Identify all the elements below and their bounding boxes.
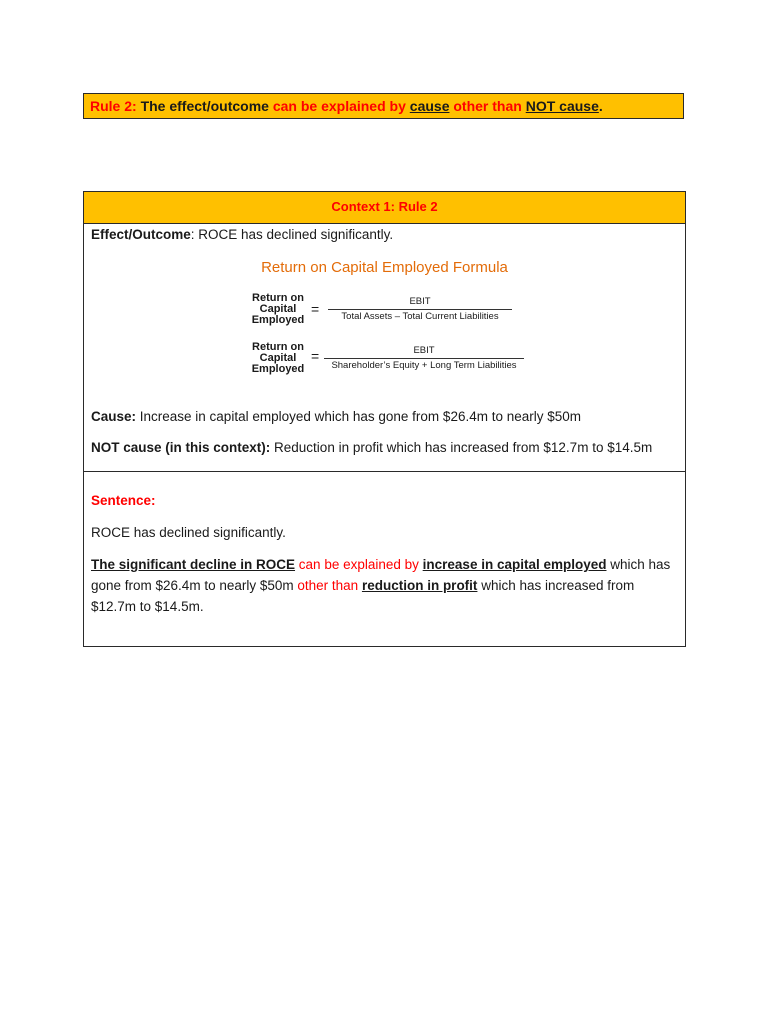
rule-text-2: can be explained by bbox=[272, 98, 406, 114]
formula-1-lhs-line-3: Employed bbox=[251, 314, 305, 326]
formula-2-fraction bbox=[324, 345, 524, 372]
roce-formula-image bbox=[84, 257, 685, 387]
formula-1-lhs-line-2: Capital bbox=[259, 303, 297, 315]
effect-label: Effect/Outcome bbox=[91, 227, 191, 242]
sentence-can-be-explained-by: can be explained by bbox=[298, 557, 419, 572]
rule-not-cause: NOT cause bbox=[525, 98, 599, 114]
cause-line bbox=[91, 409, 581, 424]
rule-period: . bbox=[598, 98, 603, 114]
sentence-reduction-profit: reduction in profit bbox=[361, 578, 478, 593]
not-cause-text: Reduction in profit which has increased from $12.7m to $14.5m bbox=[270, 440, 653, 455]
rule-text-1: The effect/outcome bbox=[136, 98, 273, 114]
formula-2-lhs-line-1: Return on bbox=[252, 341, 304, 353]
rule-other-than: other than bbox=[453, 98, 522, 114]
context-header: Context 1: Rule 2 bbox=[84, 192, 685, 224]
formula-2-denominator: Shareholder’s Equity + Long Term Liabilities bbox=[331, 360, 517, 371]
formula-1-lhs-line-1: Return on bbox=[252, 292, 304, 304]
formula-1-fraction bbox=[328, 296, 512, 323]
formula-2-numerator: EBIT bbox=[413, 345, 435, 356]
formula-2-lhs bbox=[246, 342, 310, 375]
formula-1-numerator: EBIT bbox=[409, 296, 431, 307]
sentence-text-10: which has increased from $12.7m to $14.5m. bbox=[91, 578, 635, 614]
formula-2-equals: = bbox=[311, 348, 320, 364]
sentence-label: Sentence: bbox=[91, 493, 156, 508]
formula-title: Return on Capital Employed Formula bbox=[261, 259, 508, 276]
sentence-full bbox=[91, 554, 678, 617]
formula-1-bar bbox=[328, 309, 512, 310]
sentence-plain: ROCE has declined significantly. bbox=[91, 525, 286, 540]
context-details bbox=[84, 224, 685, 472]
sentence-decline: The significant decline in ROCE bbox=[91, 557, 296, 572]
formula-1-denominator: Total Assets – Total Current Liabilities bbox=[341, 311, 499, 322]
sentence-text-6: which has gone from $26.4m to nearly $50m bbox=[91, 557, 671, 593]
formula-2-bar bbox=[324, 358, 524, 359]
effect-line bbox=[91, 227, 393, 242]
cause-text: Increase in capital employed which has gone from $26.4m to nearly $50m bbox=[136, 409, 582, 424]
sentence-other-than: other than bbox=[297, 578, 359, 593]
not-cause-label: NOT cause (in this context): bbox=[91, 440, 271, 455]
formula-2-lhs-line-2: Capital bbox=[259, 352, 297, 364]
sentence-section bbox=[84, 472, 685, 647]
context-box bbox=[83, 191, 686, 647]
rule-cause: cause bbox=[409, 98, 450, 114]
cause-label: Cause: bbox=[91, 409, 137, 424]
formula-1-lhs bbox=[246, 293, 310, 326]
formula-2-lhs-line-3: Employed bbox=[251, 363, 305, 375]
sentence-increase-capital: increase in capital employed bbox=[422, 557, 607, 572]
formula-1-equals: = bbox=[311, 301, 320, 317]
effect-text: : ROCE has declined significantly. bbox=[190, 227, 394, 242]
rule-banner bbox=[83, 93, 684, 119]
not-cause-line bbox=[91, 440, 652, 455]
rule-prefix: Rule 2: bbox=[90, 98, 137, 114]
